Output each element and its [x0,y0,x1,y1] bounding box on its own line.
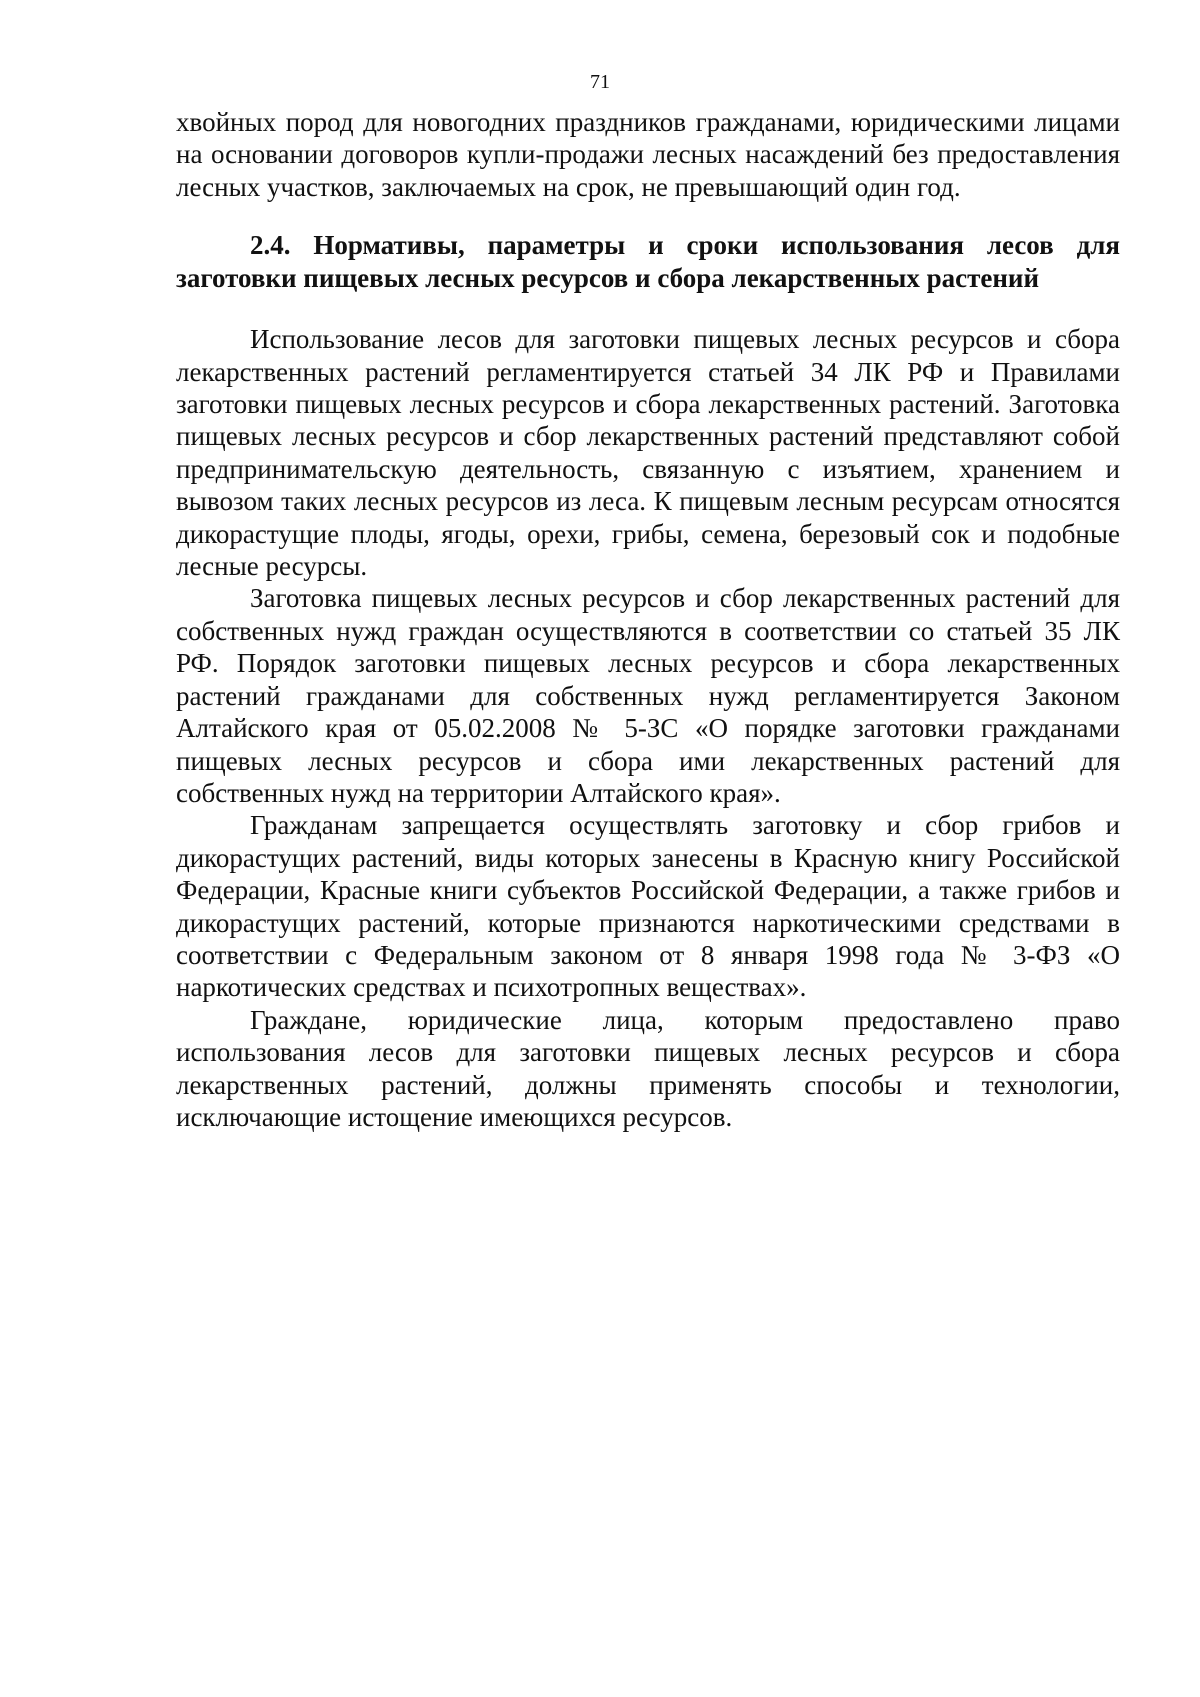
body-paragraph: Использование лесов для заготовки пищевых лесных ресурсов и сбора лекарственных растений регламентируется статьей 34 ЛК РФ и Правилами заготовки пищевых лесных ресурсов и сбора лекарственных растений. Заготовка пищевых лесных ресурсов и сбор лекарственных растений представляют собой предпринимательскую деятельность, связанную с изъятием, хранением и вывозом таких лесных ресурсов из леса. К пищевым лесным ресурсам относятся дикорастущие плоды, ягоды, орехи, грибы, семена, березовый сок и подобные лесные ресурсы. [176,324,1120,582]
continuation-paragraph: хвойных пород для новогодних праздников гражданами, юридическими лицами на основании договоров купли-продажи лесных насаждений без предоставления лесных участков, заключаемых на срок, не превышающий один год. [176,107,1120,202]
body-paragraph: Заготовка пищевых лесных ресурсов и сбор лекарственных растений для собственных нужд граждан осуществляются в соответствии со статьей 35 ЛК РФ. Порядок заготовки пищевых лесных ресурсов и сбора лекарственных растений гражданами для собственных нужд регламентируется Законом Алтайского края от 05.02.2008 № 5-ЗС «О порядке заготовки гражданами пищевых лесных ресурсов и сбора ими лекарственных растений для собственных нужд на территории Алтайского края». [176,583,1120,808]
section-heading: 2.4. Нормативы, параметры и сроки использования лесов для заготовки пищевых лесных ресурсов и сбора лекарственных растений [176,230,1120,294]
page-number: 71 [590,71,610,93]
document-body [176,106,1120,1133]
body-paragraph: Гражданам запрещается осуществлять заготовку и сбор грибов и дикорастущих растений, виды которых занесены в Красную книгу Российской Федерации, Красные книги субъектов Российской Федерации, а также грибов и дикорастущих растений, которые признаются наркотическими средствами в соответствии с Федеральным законом от 8 января 1998 года № 3-ФЗ «О наркотических средствах и психотропных веществах». [176,810,1120,1003]
body-paragraph: Граждане, юридические лица, которым предоставлено право использования лесов для заготовки пищевых лесных ресурсов и сбора лекарственных растений, должны применять способы и технологии, исключающие истощение имеющихся ресурсов. [176,1004,1120,1132]
